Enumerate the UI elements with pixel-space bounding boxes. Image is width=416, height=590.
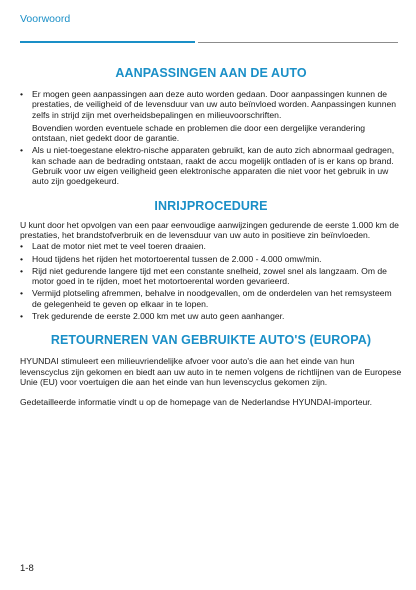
bullet-icon: • [20,89,24,99]
section-paragraph: Gedetailleerde informatie vindt u op de homepage van de Nederlandse HYUNDAI-importeur. [20,397,373,408]
bullet-icon: • [20,311,24,322]
list-item [20,241,402,251]
section-title-inrijprocedure: INRIJPROCEDURE [154,198,268,213]
bullet-text: Trek gedurende de eerste 2.000 km met uw auto geen aanhanger. [32,311,285,322]
list-item [20,145,402,186]
header-rule-blue [20,41,195,43]
page-header [20,13,400,26]
list-item [20,89,402,143]
list-item [20,311,402,321]
paragraph-spacer [20,387,402,397]
main-content [20,66,402,408]
bullet-icon: • [20,265,24,276]
bullet-icon: • [20,288,24,299]
list-item [20,288,402,309]
bullet-list-aanpassingen [20,89,402,187]
bullet-text: Vermijd plotseling afremmen, behalve in noodgevallen, om de onderdelen van het remsysteem de gelegenheid te geven op elkaar in te lopen. [32,288,392,309]
list-item [20,266,402,287]
list-item [20,254,402,264]
header-rule-gray [198,42,398,43]
section-title-aanpassingen: AANPASSINGEN AAN DE AUTO [115,66,307,80]
bullet-text: Houd tijdens het rijden het motortoerental tussen de 2.000 - 4.000 omw/min. [32,253,322,264]
bullet-text: Er mogen geen aanpassingen aan deze auto worden gedaan. Door aanpassingen kunnen de prestaties, de veiligheid of de levensduur van uw auto beïnvloed worden. Aanpassingen kunnen zelfs in strijd zijn met overheidsbepalingen en milieuvoorschriften. [32,89,397,120]
bullet-text: Als u niet-toegestane elektro-nische apparaten gebruikt, kan de auto zich abnormaal gedragen, kan schade aan de bedrading ontstaan, raakt de accu mogelijk ontladen of is er kans op brand. Gebruik voor uw eigen veiligheid geen elektronische apparaten die niet voor het gebruik in uw auto zijn goedgekeurd. [32,145,395,187]
section-intro: U kunt door het opvolgen van een paar eenvoudige aanwijzingen gedurende de eerste 1.000 km de prestaties, het brandstofverbruik en de levensduur van uw auto in positieve zin beïnvloeden. [20,219,399,240]
header-title: Voorwoord [20,13,71,25]
section-title-retourneren: RETOURNEREN VAN GEBRUIKTE AUTO'S (EUROPA) [50,333,372,348]
bullet-icon: • [20,145,24,156]
bullet-extra-text: Bovendien worden eventuele schade en problemen die door een dergelijke verandering ontstaan, niet gedekt door de garantie. [32,122,365,144]
bullet-text: Rijd niet gedurende langere tijd met een constante snelheid, zowel snel als langzaam. Om de motor goed in te rijden, moet het motortoerental worden gevarieerd. [32,265,387,287]
bullet-text: Laat de motor niet met te veel toeren draaien. [32,241,206,252]
bullet-list-inrijprocedure [20,241,402,321]
bullet-icon: • [20,241,24,252]
section-paragraph: HYUNDAI stimuleert een milieuvriendelijke afvoer voor auto's die aan het einde van hun levenscyclus zijn gekomen en biedt aan uw auto in te nemen volgens de richtlijnen van de Europese Unie (EU) voor voertuigen die aan het einde van hun levenscyclus gekomen zijn. [20,356,402,387]
bullet-icon: • [20,253,24,264]
page-number: 1-8 [20,563,34,574]
